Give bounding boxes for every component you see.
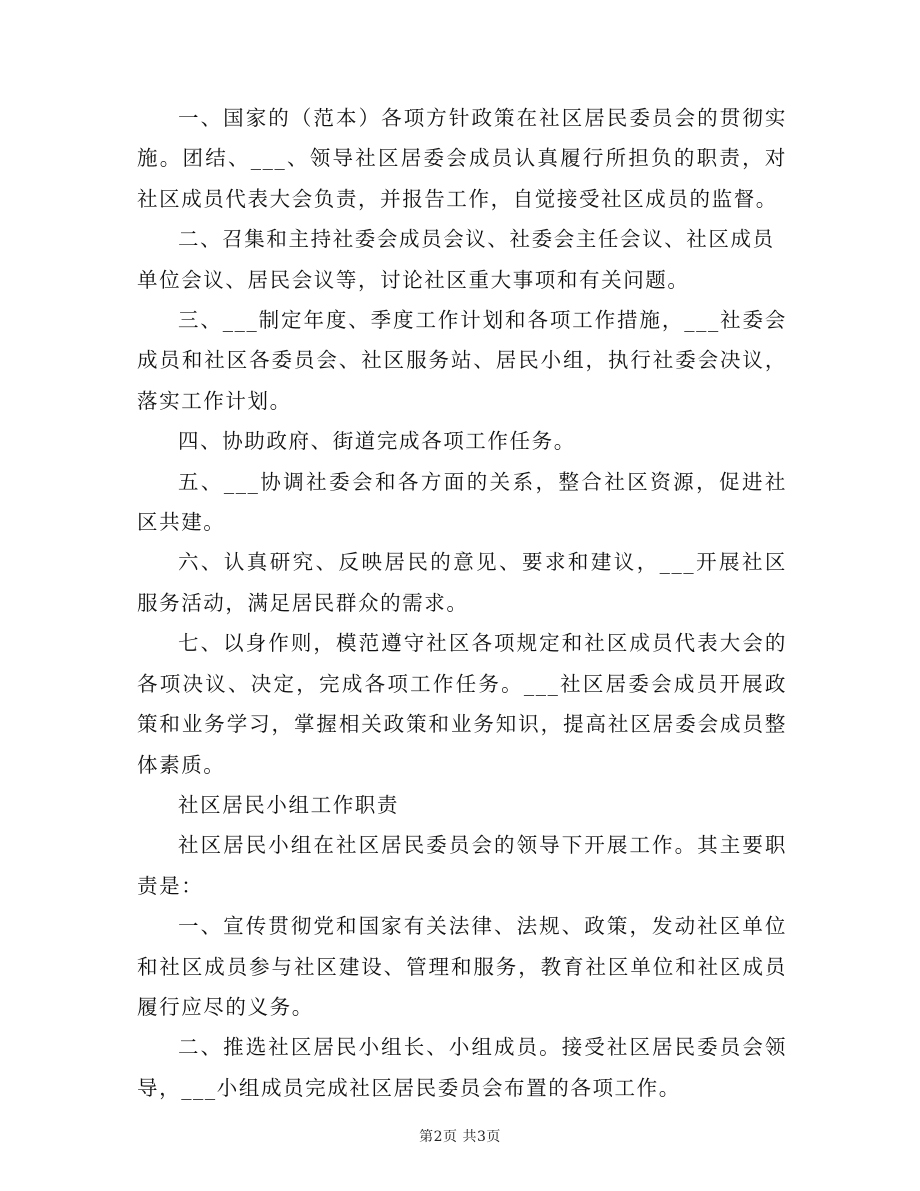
paragraph-8: 社区居民小组在社区居民委员会的领导下开展工作。其主要职责是： (137, 833, 787, 898)
paragraph-5: 五、___协调社委会和各方面的关系，整合社区资源，促进社区共建。 (137, 469, 787, 535)
section-heading: 社区居民小组工作职责 (178, 792, 399, 817)
paragraph-3: 三、___制定年度、季度工作计划和各项工作措施，___社委会成员和社区各委员会、社区服务站、居民小组，执行社委会决议，落实工作计划。 (137, 308, 787, 413)
paragraph-10: 二、推选社区居民小组长、小组成员。接受社区居民委员会领导，___小组成员完成社区居民委员会布置的各项工作。 (137, 1035, 787, 1100)
paragraph-4: 四、协助政府、街道完成各项工作任务。 (178, 429, 576, 454)
paragraph-2: 二、召集和主持社委会成员会议、社委会主任会议、社区成员单位会议、居民会议等，讨论社区重大事项和有关问题。 (137, 227, 775, 292)
paragraph-1: 一、国家的（范本）各项方针政策在社区居民委员会的贯彻实施。团结、___、领导社区居委会成员认真履行所担负的职责，对社区成员代表大会负责，并报告工作，自觉接受社区成员的监督。 (137, 106, 787, 211)
page-number: 第2页 共3页 (419, 1129, 501, 1145)
document-body (137, 98, 787, 1108)
paragraph-7: 七、以身作则，模范遵守社区各项规定和社区成员代表大会的各项决议、决定，完成各项工作任务。___社区居委会成员开展政策和业务学习，掌握相关政策和业务知识，提高社区居委会成员整体素质。 (137, 631, 787, 777)
paragraph-6: 六、认真研究、反映居民的意见、要求和建议，___开展社区服务活动，满足居民群众的需求。 (137, 550, 787, 615)
paragraph-9: 一、宣传贯彻党和国家有关法律、法规、政策，发动社区单位和社区成员参与社区建设、管理和服务，教育社区单位和社区成员履行应尽的义务。 (137, 914, 787, 1019)
